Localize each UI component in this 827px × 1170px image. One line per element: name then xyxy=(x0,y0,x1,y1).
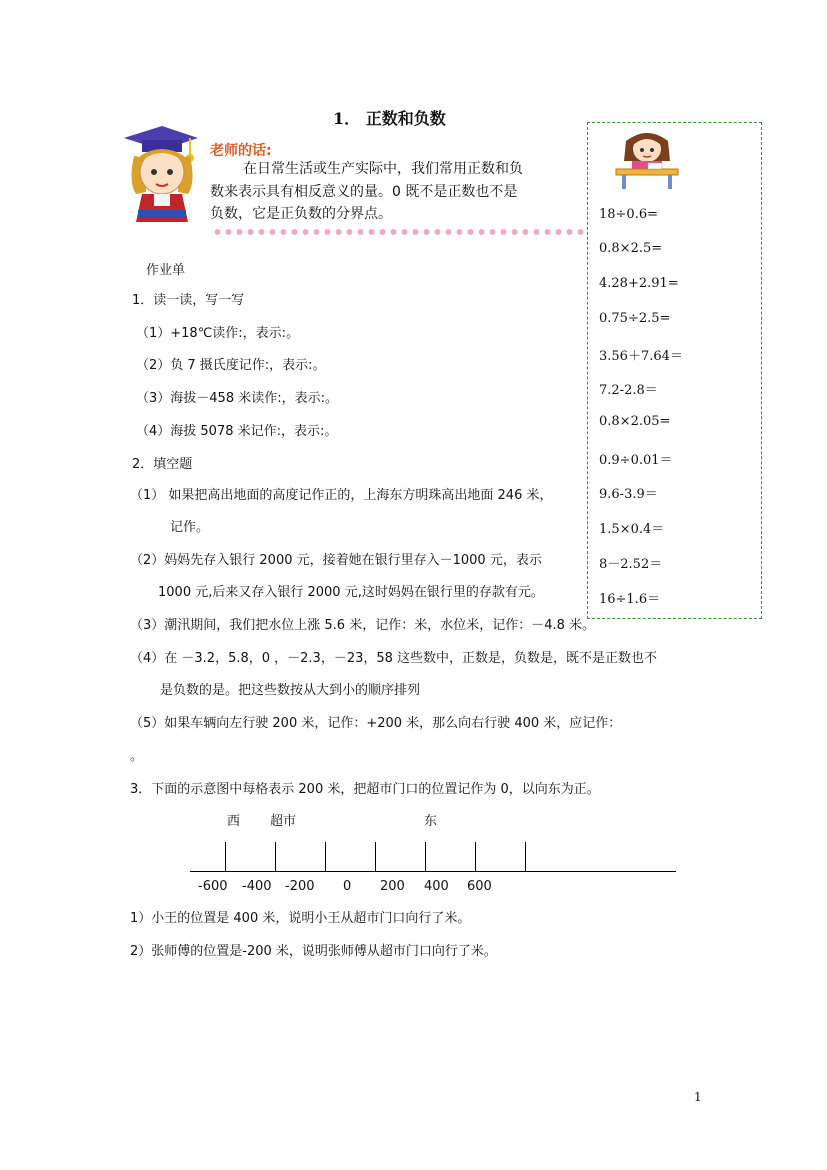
calc-item: 18÷0.6= xyxy=(599,207,659,222)
number-line-tick-label: 0 xyxy=(343,879,352,894)
section-3-question: 1）小王的位置是 400 米，说明小王从超市门口向行了米。 xyxy=(130,911,471,926)
teacher-note-line: 负数，它是正负数的分界点。 xyxy=(210,206,392,222)
section-2-line: 记作。 xyxy=(170,520,210,535)
mental-math-box xyxy=(587,122,762,619)
page-title: 1． 正数和负数 xyxy=(333,109,446,128)
number-line-tick-label: 400 xyxy=(424,879,449,894)
section-2-line: 是负数的是。把这些数按从大到小的顺序排列 xyxy=(160,683,421,698)
number-line-tick xyxy=(525,842,526,872)
calc-item: 16÷1.6＝ xyxy=(599,592,661,607)
section-2-line: （4）在 －3.2，5.8，0 ，－2.3，－23，58 这些数中，正数是，负数是，既不是正数也不 xyxy=(130,651,658,666)
section-1-item: （2）负 7 摄氏度记作:，表示:。 xyxy=(136,358,326,373)
section-3-question: 2）张师傅的位置是-200 米，说明张师傅从超市门口向行了米。 xyxy=(130,944,497,959)
calc-item: 3.56＋7.64＝ xyxy=(599,349,683,364)
dotted-decoration-divider xyxy=(212,227,584,237)
calc-item: 0.8×2.05= xyxy=(599,414,671,429)
calc-item: 7.2-2.8＝ xyxy=(599,383,658,398)
west-label: 西 xyxy=(227,814,241,829)
market-label: 超市 xyxy=(270,814,297,829)
worksheet-label: 作业单 xyxy=(146,263,186,278)
calc-item: 0.9÷0.01＝ xyxy=(599,453,673,468)
section-1-item: （1）+18℃读作:，表示:。 xyxy=(136,326,300,341)
section-2-title: 2．填空题 xyxy=(132,457,193,472)
teacher-note-line: 在日常生活或生产实际中，我们常用正数和负 xyxy=(243,161,523,177)
section-2-line: （5）如果车辆向左行驶 200 米，记作：+200 米，那么向右行驶 400 米，应记作： xyxy=(130,716,622,731)
section-3-title: 3．下面的示意图中每格表示 200 米，把超市门口的位置记作为 0，以向东为正。 xyxy=(130,782,600,797)
calc-item: 8－2.52＝ xyxy=(599,557,663,572)
number-line-tick-label: 200 xyxy=(380,879,405,894)
number-line-tick-label: -600 xyxy=(198,879,228,894)
calc-item: 0.75÷2.5= xyxy=(599,311,671,326)
page-number: 1 xyxy=(694,1090,702,1104)
teacher-note-heading: 老师的话: xyxy=(210,143,272,159)
calc-item: 1.5×0.4＝ xyxy=(599,522,665,537)
section-2-line: （1） 如果把高出地面的高度记作正的，上海东方明珠高出地面 246 米， xyxy=(130,488,553,503)
section-2-line: 1000 元,后来又存入银行 2000 元,这时妈妈在银行里的存款有元。 xyxy=(158,585,544,600)
number-line-tick xyxy=(475,842,476,872)
number-line-tick-label: 600 xyxy=(467,879,492,894)
calc-item: 9.6-3.9＝ xyxy=(599,487,658,502)
number-line-tick xyxy=(275,842,276,872)
section-2-line: （3）潮汛期间，我们把水位上涨 5.6 米，记作：米，水位米，记作：－4.8 米。 xyxy=(130,618,596,633)
number-line-tick xyxy=(225,842,226,872)
number-line-tick xyxy=(425,842,426,872)
number-line-tick-label: -200 xyxy=(285,879,315,894)
calc-item: 4.28+2.91= xyxy=(599,276,679,291)
section-1-item: （4）海拔 5078 米记作:，表示:。 xyxy=(136,424,338,439)
section-1-item: （3）海拔－458 米读作:，表示:。 xyxy=(136,391,338,406)
number-line-axis xyxy=(190,871,676,872)
calc-item: 0.8×2.5= xyxy=(599,241,663,256)
teacher-with-graduation-cap-illustration xyxy=(118,122,202,226)
section-2-line: 。 xyxy=(130,749,144,764)
teacher-note-line: 数来表示具有相反意义的量。0 既不是正数也不是 xyxy=(210,184,518,200)
number-line-tick xyxy=(375,842,376,872)
section-2-line: （2）妈妈先存入银行 2000 元，接着她在银行里存入－1000 元，表示 xyxy=(130,553,542,568)
east-label: 东 xyxy=(424,814,438,829)
section-1-title: 1．读一读，写一写 xyxy=(132,293,245,308)
number-line-tick xyxy=(325,842,326,872)
student-at-desk-illustration xyxy=(612,127,682,189)
number-line-tick-label: -400 xyxy=(242,879,272,894)
